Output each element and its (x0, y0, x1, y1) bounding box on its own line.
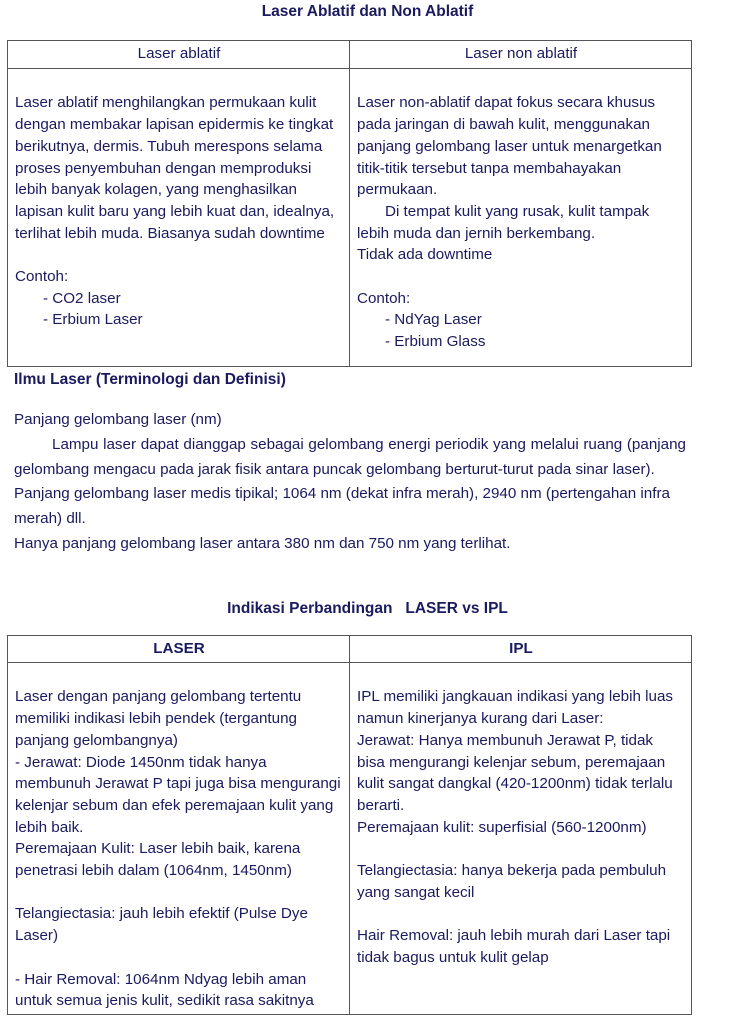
paragraph-visible: Hanya panjang gelombang laser antara 380 nm dan 750 nm yang terlihat. (14, 534, 511, 552)
section-heading: Ilmu Laser (Terminologi dan Definisi) (14, 371, 286, 388)
non-ablative-description: Laser non-ablatif dapat fokus secara khusus pada jaringan di bawah kulit, menggunakan panjang gelombang laser untuk menargetkan titik-titik tersebut tanpa membahayakan permukaan. (357, 94, 662, 199)
comparison-title: Indikasi Perbandingan LASER vs IPL (227, 600, 508, 617)
non-ablative-downtime: Tidak ada downtime (357, 246, 493, 264)
ablative-example-label: Contoh: (15, 268, 69, 286)
paragraph-wavelength: Panjang gelombang laser (nm) (14, 411, 222, 428)
ipl-hair-removal: Hair Removal: jauh lebih murah dari Laser tapi tidak bagus untuk kulit gelap (357, 927, 671, 966)
ablative-header: Laser ablatif (8, 41, 350, 69)
laser-hair-removal: - Hair Removal: 1064nm Ndyag lebih aman untuk semua jenis kulit, sedikit rasa sakitnya (15, 970, 314, 1010)
laser-ipl-table (7, 635, 692, 1015)
non-ablative-description-2: Di tempat kulit yang rusak, kulit tampak lebih muda dan jernih berkembang. (357, 202, 650, 242)
laser-line: - Jerawat: Diode 1450nm tidak hanya membunuh Jerawat P tapi juga bisa mengurangi kelenjar sebum dan efek peremajaan kulit yang lebih baik. (15, 753, 341, 836)
non-ablative-example-label: Contoh: (357, 289, 411, 307)
ipl-telangiectasia: Telangiectasia: hanya bekerja pada pembuluh yang sangat kecil (357, 862, 667, 901)
ablative-example: - Erbium Laser (43, 311, 143, 329)
ipl-header: IPL (350, 636, 692, 663)
ipl-line: Jerawat: Hanya membunuh Jerawat P, tidak bisa mengurangi kelenjar sebum, peremajaan kulit sangat dangkal (420-1200nm) tidak terlalu berarti. (357, 731, 673, 814)
document-title: Laser Ablatif dan Non Ablatif (261, 3, 474, 20)
laser-line: Peremajaan Kulit: Laser lebih baik, karena penetrasi lebih dalam (1064nm, 1450nm) (15, 840, 301, 880)
non-ablative-example: - NdYag Laser (385, 311, 482, 329)
ablative-description: Laser ablatif menghilangkan permukaan kulit dengan membakar lapisan epidermis ke tingkat berikutnya, dermis. Tubuh merespons selama proses penyembuhan dengan memproduksi lebih banyak kolagen, yang menghasilkan lapisan kulit baru yang lebih kuat dan, idealnya, terlihat lebih muda. Biasanya sudah downtime (15, 94, 335, 242)
non-ablative-cell (350, 68, 692, 366)
ipl-cell (350, 662, 692, 1014)
laser-line: Laser dengan panjang gelombang tertentu memiliki indikasi lebih pendek (tergantung panjang gelombangnya) (15, 688, 302, 749)
paragraph-definition: Lampu laser dapat dianggap sebagai gelombang energi periodik yang melalui ruang (panjang gelombang mengacu pada jarak fisik antara puncak gelombang berturut-turut pada sinar laser). (14, 435, 686, 478)
ipl-line: IPL memiliki jangkauan indikasi yang lebih luas namun kinerjanya kurang dari Laser: (357, 688, 674, 728)
paragraph-typical: Panjang gelombang laser medis tipikal; 1064 nm (dekat infra merah), 2940 nm (pertengahan infra merah) dll. (14, 485, 670, 528)
laser-header: LASER (8, 636, 350, 663)
non-ablative-header: Laser non ablatif (350, 41, 692, 69)
ablative-comparison-table (7, 40, 692, 367)
non-ablative-example: - Erbium Glass (385, 333, 486, 351)
laser-telangiectasia: Telangiectasia: jauh lebih efektif (Pulse Dye Laser) (15, 905, 308, 945)
ablative-cell (8, 68, 350, 366)
ablative-example: - CO2 laser (43, 289, 121, 307)
laser-cell (8, 662, 350, 1014)
ipl-line: Peremajaan kulit: superfisial (560-1200nm) (357, 818, 647, 836)
terminology-paragraphs (14, 408, 686, 557)
